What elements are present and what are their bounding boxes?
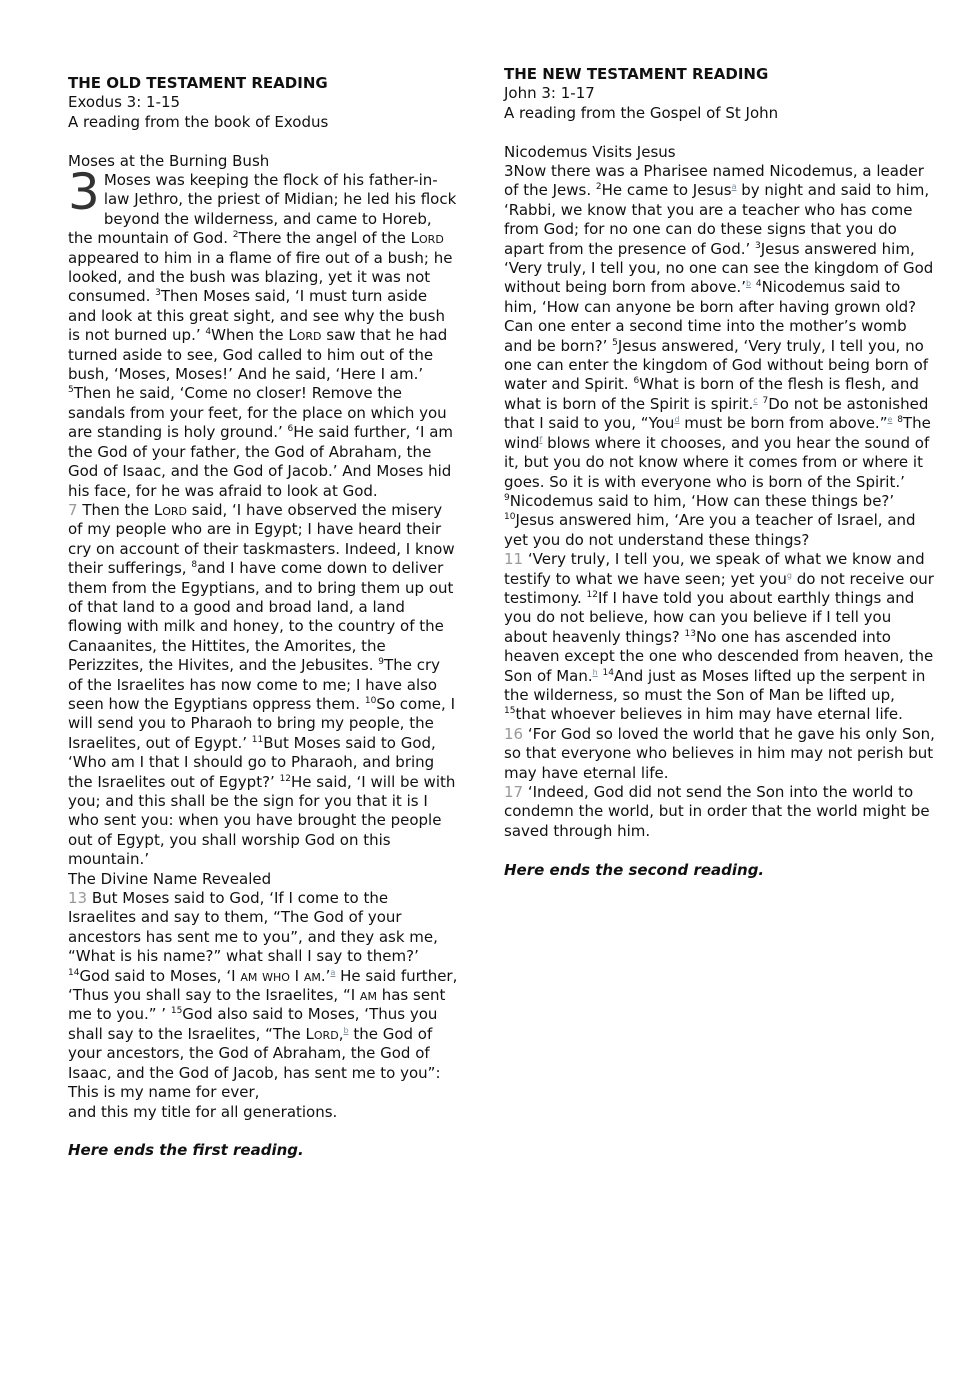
- footnote-link[interactable]: d: [674, 415, 680, 425]
- footnote-link[interactable]: g: [786, 570, 792, 580]
- old-passage-2: 7 Then the Lord said, ‘I have observed the misery of my people who are in Egypt; I have heard their cry on account of their taskmasters. Indeed, I know their sufferings, $^8$and I have come down to deliver them from the Egyptians, and to bring them up out of that land to a good and broad land, a land flowing with milk and honey, to the country of the Canaanites, the Hittites, the Amorites, the Perizzites, the Hivites, and the Jebusites. $^9$The cry of the Israelites has now come to me; I have also seen how the Egyptians oppress them. $^{10}$So come, I will send you to Pharaoh to bring my people, the Israelites, out of Egypt.’ $^{11}$But Moses said to God, ‘Who am I that I should go to Pharaoh, and bring the Israelites out of Egypt?’ $^{12}$He said, ‘I will be with you; and this shall be the sign for you that it is I who sent you: when you have brought the people out of Egypt, you shall worship God on this mountain.’: [68, 500, 456, 869]
- poem-line-1: This is my name for ever,: [68, 1083, 260, 1102]
- new-section-title: Nicodemus Visits Jesus: [504, 142, 676, 161]
- new-passage-4: 17 ‘Indeed, God did not send the Son into the world to condemn the world, but in order that the world might be saved through him.: [504, 783, 930, 840]
- old-passage-1: 3 Moses was keeping the flock of his father-in-law Jethro, the priest of Midian; he led his flock beyond the wilderness, and came to Horeb, the mountain of God. $^2$There the angel of the Lord appeared to him in a flame of fire out of a bush; he looked, and the bush was blazing, yet it was not consumed. $^3$Then Moses said, ‘I must turn aside and look at this great sight, and see why the bush is not burned up.’ $^4$When the Lord saw that he had turned aside to see, God called to him out of the bush, ‘Moses, Moses!’ And he said, ‘Here I am.’ $^5$Then he said, ‘Come no closer! Remove the sandals from your feet, for the place on which you are standing is holy ground.’ $^6$He said further, ‘I am the God of your father, the God of Abraham, the God of Isaac, and the God of Jacob.’ And Moses hid his face, for he was afraid to look at God.: [68, 163, 457, 500]
- chapter-number: 3: [68, 163, 100, 222]
- old-ends: Here ends the first reading.: [68, 1141, 304, 1160]
- old-intro: A reading from the book of Exodus: [68, 112, 329, 131]
- new-passage-1: 3Now there was a Pharisee named Nicodemus, a leader of the Jews. $^2$He came to Jesus$^a$ by night and said to him, ‘Rabbi, we know that you are a teacher who has come from God; for no one can do these signs that you do apart from the presence of God.’ $^3$Jesus answered him, ‘Very truly, I tell you, no one can see the kingdom of God without being born from above.’$^b$ $^4$Nicodemus said to him, ‘How can anyone be born after having grown old? Can one enter a second time into the mother’s womb and be born?’ $^5$Jesus answered, ‘Very truly, I tell you, no one can enter the kingdom of God without being born of water and Spirit. $^6$What is born of the flesh is flesh, and what is born of the Spirit is spirit.$^c$ $^7$Do not be astonished that I said to you, “You$^d$ must be born from above.”$^e$ $^8$The wind$^f$ blows where it chooses, and you hear the sound of it, but you do not know where it comes from or where it goes. So it is with everyone who is born of the Spirit.’ $^9$Nicodemus said to him, ‘How can these things be?’ $^{10}$Jesus answered him, ‘Are you a teacher of Israel, and yet you do not understand these things?: [504, 162, 934, 549]
- footnote-link[interactable]: c: [753, 395, 758, 405]
- footnote-link[interactable]: h: [592, 667, 598, 677]
- footnote-link[interactable]: b: [745, 279, 752, 289]
- footnote-link[interactable]: f: [539, 434, 543, 444]
- new-testament-column: [504, 65, 936, 880]
- footnote-link[interactable]: a: [330, 967, 336, 977]
- footnote-link[interactable]: e: [887, 415, 893, 425]
- old-testament-column: [68, 74, 458, 1161]
- new-ends: Here ends the second reading.: [504, 860, 765, 879]
- old-heading: THE OLD TESTAMENT READING: [68, 74, 328, 92]
- old-passage-3: 13 But Moses said to God, ‘If I come to the Israelites and say to them, “The God of your ancestors has sent me to you”, and they ask me, “What is his name?” what shall I say to them?’ $^{14}$God said to Moses, ‘I am who I am.’$^a$ He said further, ‘Thus you shall say to the Israelites, “I am has sent me to you.” ’ $^{15}$God also said to Moses, ‘Thus you shall say to the Israelites, “The Lord,$^b$ the God of your ancestors, the God of Abraham, the God of Isaac, and the God of Jacob, has sent me to you”:: [68, 889, 458, 1082]
- old-reference: Exodus 3: 1-15: [68, 93, 181, 112]
- new-passage-2: 11 ‘Very truly, I tell you, we speak of what we know and testify to what we have seen; yet you$^g$ do not receive our testimony. $^{12}$If I have told you about earthly things and you do not believe, how can you believe if I tell you about heavenly things? $^{13}$No one has ascended into heaven except the one who descended from heaven, the Son of Man.$^h$ $^{14}$And just as Moses lifted up the serpent in the wilderness, so must the Son of Man be lifted up, $^{15}$that whoever believes in him may have eternal life.: [504, 550, 934, 724]
- poem-line-2: and this my title for all generations.: [68, 1102, 338, 1121]
- old-section-title-2: The Divine Name Revealed: [68, 869, 272, 888]
- new-passage-3: 16 ‘For God so loved the world that he gave his only Son, so that everyone who believes in him may not perish but may have eternal life.: [504, 724, 935, 782]
- footnote-link[interactable]: b: [343, 1025, 349, 1035]
- footnote-link[interactable]: a: [731, 182, 737, 192]
- new-reference: John 3: 1-17: [504, 84, 595, 103]
- new-intro: A reading from the Gospel of St John: [504, 103, 779, 122]
- old-section-title: Moses at the Burning Bush: [68, 151, 270, 170]
- new-heading: THE NEW TESTAMENT READING: [504, 65, 769, 83]
